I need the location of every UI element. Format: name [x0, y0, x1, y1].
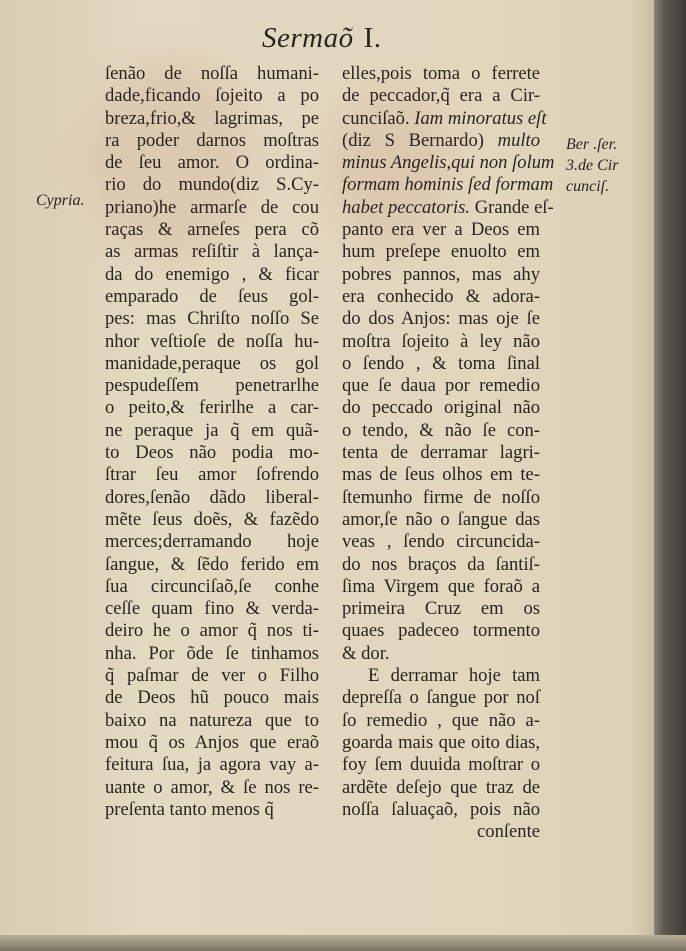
text-segment: de peccador,q̃ era a Cir- [342, 85, 540, 107]
text-segment: pes: mas Chriſto noſſo Se [105, 308, 319, 330]
text-line [342, 464, 540, 486]
text-line [342, 598, 540, 620]
text-line [105, 442, 319, 464]
text-line [105, 375, 319, 397]
text-line [342, 63, 540, 85]
latin-quote: multo [497, 129, 540, 151]
text-segment: ſo remedio , que não a- [342, 709, 540, 731]
text-line [105, 732, 319, 754]
text-segment: deiro he o amor q̃ nos ti- [105, 620, 319, 642]
text-segment: merces;derramando hoje [105, 531, 319, 553]
text-line [105, 687, 319, 709]
text-line [105, 241, 319, 263]
text-segment: baixo na natureza que to [105, 709, 319, 731]
margin-note-left: Cypria. [36, 192, 85, 209]
text-line [342, 308, 540, 330]
text-line [342, 777, 540, 799]
latin-quote: Iam minoratus eſt [414, 107, 547, 129]
text-line [342, 264, 540, 286]
text-segment: que ſe daua por remedio [342, 375, 540, 397]
text-segment: nha. Por õde ſe tinhamos [105, 642, 319, 664]
text-line [105, 174, 319, 196]
text-segment: elles,pois toma o ferrete [342, 63, 540, 84]
text-line [105, 308, 319, 330]
text-line [342, 397, 540, 419]
latin-quote: habet peccatoris. [342, 196, 471, 218]
text-line [105, 397, 319, 419]
text-line [105, 353, 319, 375]
text-segment: q̃ paſmar de ver o Filho [105, 665, 319, 687]
text-line [342, 219, 540, 241]
text-segment: veas , ſendo circuncida- [342, 531, 540, 553]
text-line [342, 687, 540, 709]
text-segment: ſtrar ſeu amor ſofrendo [105, 464, 319, 486]
text-segment: pespudeſſem penetrarlhe [105, 375, 319, 397]
text-segment: de ſeu amor. O ordina- [105, 152, 319, 174]
margin-note-line: Ber .ſer. [566, 136, 618, 153]
text-line [342, 509, 540, 531]
text-line [105, 108, 319, 130]
text-segment: ſangue, & ſẽdo ferido em [105, 553, 319, 575]
text-segment: ra poder darnos moſtras [105, 129, 319, 151]
text-line [105, 85, 319, 107]
text-segment: rio do mundo(diz S.Cy- [105, 174, 319, 196]
book-spine [654, 0, 686, 951]
text-segment: & dor. [342, 642, 390, 664]
text-line [342, 576, 540, 598]
text-line [342, 665, 540, 687]
text-segment: ne peraque ja q̃ em quã- [105, 419, 319, 441]
text-segment: as armas reſiſtir à lança- [105, 241, 319, 263]
text-line [105, 576, 319, 598]
page-number: I. [363, 22, 382, 54]
margin-note-line: cunciſ. [566, 178, 610, 195]
text-line [105, 152, 319, 174]
text-segment: breza,frio,& lagrimas, pe [105, 107, 319, 129]
text-line [105, 598, 319, 620]
text-segment: raças & arneſes pera cõ [105, 219, 319, 241]
text-segment: manidade,peraque os gol [105, 352, 319, 374]
right-text-column [342, 63, 555, 843]
text-segment: moſtra ſojeito à ley não [342, 330, 540, 352]
text-line [105, 63, 319, 85]
text-segment: amor,ſe não o ſangue das [342, 508, 540, 530]
text-segment: dade,ficando ſojeito a po [105, 85, 319, 107]
text-line [342, 531, 540, 553]
page-bottom-edge [0, 935, 686, 951]
text-line [342, 710, 540, 732]
text-segment: o tendo, & não ſe con- [342, 419, 540, 441]
text-segment: tenta de derramar lagri- [342, 442, 540, 464]
text-line [342, 241, 540, 263]
margin-note-right [566, 134, 618, 197]
text-line [342, 732, 540, 754]
text-line [105, 620, 319, 642]
text-segment: feitura ſua, ja agora vay a- [105, 754, 319, 776]
text-segment: nhor veſtioſe de noſſa hu- [105, 330, 319, 352]
text-line [105, 799, 319, 821]
text-segment: foy ſem duuida moſtrar o [342, 754, 540, 776]
text-line [342, 487, 540, 509]
text-line [105, 754, 319, 776]
text-segment: dores,ſenão dãdo liberal- [105, 486, 319, 508]
text-segment: ſima Virgem que foraõ a [342, 575, 540, 597]
text-line [105, 487, 319, 509]
text-segment: ſua circunciſaõ,ſe conhe [105, 575, 319, 597]
text-line [105, 643, 319, 665]
text-line [342, 107, 547, 130]
text-line [105, 554, 319, 576]
text-segment: do peccado original não [342, 397, 540, 419]
text-segment: depreſſa o ſangue por noſ [342, 687, 540, 709]
text-segment: ſenão de noſſa humani- [105, 63, 319, 84]
text-line [342, 821, 540, 843]
text-line [105, 777, 319, 799]
text-segment: do dos Anjos: mas oje ſe [342, 308, 540, 330]
text-line [342, 196, 554, 219]
text-segment: E derramar hoje tam [368, 665, 540, 687]
text-line [105, 286, 319, 308]
text-segment: ceſſe quam fino & verda- [105, 598, 319, 620]
header-title: Sermaõ [262, 22, 354, 54]
text-line [105, 331, 319, 353]
text-segment: mas de ſeus olhos em te- [342, 464, 540, 486]
text-line [342, 286, 540, 308]
text-line [105, 531, 319, 553]
text-line [105, 710, 319, 732]
text-segment: panto era ver a Deos em [342, 219, 540, 241]
text-segment: Grande eſ- [470, 196, 554, 218]
text-segment: emparado de ſeus gol- [105, 285, 319, 307]
text-segment: de Deos hũ pouco mais [105, 687, 319, 709]
text-segment: priano)he armarſe de cou [105, 196, 319, 218]
text-line [105, 509, 319, 531]
text-line [105, 665, 319, 687]
text-line [105, 130, 319, 152]
running-header [262, 22, 382, 55]
text-segment: quaes padeceo tormento [342, 620, 540, 642]
text-segment: ardẽte deſejo que traz de [342, 776, 540, 798]
text-segment: noſſa ſaluaçaõ, pois não [342, 798, 540, 820]
text-segment: cunciſaõ. [342, 107, 415, 129]
text-line [342, 754, 540, 776]
left-text-column [105, 63, 319, 821]
text-line [342, 331, 540, 353]
text-segment: uante o amor, & ſe nos re- [105, 776, 319, 798]
text-segment: mẽte ſeus doẽs, & fazẽdo [105, 508, 319, 530]
text-line [342, 420, 540, 442]
text-line [342, 85, 540, 107]
text-line [342, 442, 540, 464]
text-line [342, 174, 554, 196]
text-segment: mou q̃ os Anjos que eraõ [105, 731, 319, 753]
text-segment: o peito,& ferirlhe a car- [105, 397, 319, 419]
text-line [342, 643, 540, 665]
text-line [105, 264, 319, 286]
text-segment: primeira Cruz em os [342, 598, 540, 620]
text-line [105, 197, 319, 219]
text-line [342, 353, 540, 375]
text-line [105, 420, 319, 442]
text-line [105, 219, 319, 241]
text-line [342, 375, 540, 397]
text-segment: to Deos não podia mo- [105, 442, 319, 464]
text-segment: conſente [477, 821, 540, 843]
text-segment: goarda mais que oito dias, [342, 731, 540, 753]
text-segment: do nos braços da ſantiſ- [342, 553, 540, 575]
text-segment: da do enemigo , & ficar [105, 263, 319, 285]
latin-quote: formam hominis ſed formam [342, 174, 554, 196]
text-line [342, 620, 540, 642]
text-line [342, 554, 540, 576]
text-segment: o ſendo , & toma ſinal [342, 352, 540, 374]
margin-note-line: 3.de Cir [566, 157, 619, 174]
text-segment: (diz S Bernardo) [342, 129, 498, 151]
latin-quote: minus Angelis,qui non ſolum [342, 152, 555, 174]
text-line [342, 799, 540, 821]
text-line [342, 152, 555, 174]
text-segment: era conhecido & adora- [342, 285, 540, 307]
text-segment: hum preſepe enuolto em [342, 241, 540, 263]
text-line [105, 464, 319, 486]
text-segment: pobres pannos, mas ahy [342, 263, 540, 285]
text-segment: preſenta tanto menos q̃ [105, 798, 274, 820]
text-line [342, 130, 540, 152]
text-segment: ſtemunho firme de noſſo [342, 486, 540, 508]
